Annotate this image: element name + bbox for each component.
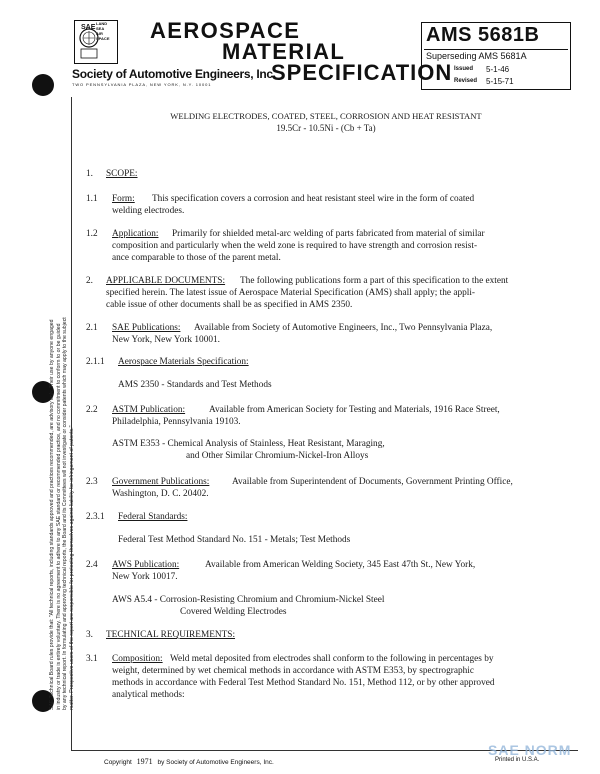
- watermark-logo: SAE NORM: [488, 742, 572, 758]
- section-number: 2.4: [86, 560, 98, 570]
- copyright-notice: [104, 757, 274, 766]
- paragraph-line: specified herein. The latest issue of Aerospace Material Specification (AMS) shall apply; the appli-: [106, 288, 476, 298]
- paragraph-line: analytical methods:: [112, 690, 185, 700]
- paragraph-line: New York, New York 10001.: [112, 335, 220, 345]
- section-number: 2.3: [86, 477, 98, 487]
- paragraph-line: Washington, D. C. 20402.: [112, 489, 209, 499]
- paragraph-line: cable issue of other documents shall be as specified in AMS 2350.: [106, 300, 353, 310]
- reference-item: AWS A5.4 - Corrosion-Resisting Chromium and Chromium-Nickel Steel: [112, 595, 385, 605]
- paragraph-line: weight, determined by wet chemical methods in accordance with ASTM E353, by spectrographic: [112, 666, 474, 676]
- logo-sae-letters: SAE: [81, 24, 96, 31]
- disclaimer-line: by any technical report. In formulating and approving technical reports, the Board and its Committees will not investigate or consider patents which may apply to the subject: [62, 317, 69, 710]
- title-aerospace: AEROSPACE: [150, 18, 301, 43]
- section-label-federal-standards: Federal Standards:: [118, 512, 188, 522]
- paragraph-line: composition and particularly when the weld zone is required to have strength and corrosion resist-: [112, 241, 478, 251]
- paragraph-line: welding electrodes.: [112, 206, 185, 216]
- section-number: 2.: [86, 276, 93, 286]
- section-label-composition: Composition:: [112, 654, 163, 664]
- paragraph-line: methods in accordance with Federal Test Method Standard No. 151, Method 112, or by other approved: [112, 678, 495, 688]
- disclaimer-line: matter. Prospective users of the report are responsible for protecting themselves against liability for infringement of patents.": [68, 425, 75, 710]
- section-heading-scope: SCOPE:: [106, 169, 138, 179]
- paragraph-line: ance comparable to those of the parent metal.: [112, 253, 281, 263]
- paragraph-line: The following publications form a part of this specification to the extent: [240, 276, 509, 286]
- section-heading-applicable-documents: APPLICABLE DOCUMENTS:: [106, 276, 226, 286]
- section-number: 1.1: [86, 194, 98, 204]
- paragraph-line: Available from American Welding Society, 345 East 47th St., New York,: [205, 560, 476, 570]
- title-material: MATERIAL: [222, 39, 346, 64]
- paragraph-line: New York 10017.: [112, 572, 178, 582]
- paragraph-line: Primarily for shielded metal-arc welding of parts fabricated from material of similar: [172, 229, 485, 239]
- revised-label: Revised: [454, 78, 478, 84]
- doc-title-line2: 19.5Cr - 10.5Ni - (Cb + Ta): [276, 123, 376, 133]
- section-number: 2.3.1: [86, 512, 105, 522]
- superseding-note: Superseding AMS 5681A: [426, 51, 527, 61]
- paragraph-line: Available from American Society for Testing and Materials, 1916 Race Street,: [209, 405, 500, 415]
- section-number: 3.: [86, 630, 93, 640]
- section-number: 2.1: [86, 323, 98, 333]
- copyright-year: 1971: [136, 757, 153, 766]
- reference-item: AMS 2350 - Standards and Test Methods: [118, 380, 272, 390]
- reference-item: ASTM E353 - Chemical Analysis of Stainless, Heat Resistant, Maraging,: [112, 439, 385, 449]
- reference-item: Federal Test Method Standard No. 151 - Metals; Test Methods: [118, 535, 351, 545]
- section-number: 2.2: [86, 405, 98, 415]
- paragraph-line: Philadelphia, Pennsylvania 19103.: [112, 417, 241, 427]
- section-label-aerospace-materials-spec: Aerospace Materials Specification:: [118, 357, 249, 367]
- section-number: 2.1.1: [86, 357, 105, 367]
- section-heading-technical-requirements: TECHNICAL REQUIREMENTS:: [106, 630, 236, 640]
- copyright-holder: by Society of Automotive Engineers, Inc.: [157, 759, 274, 766]
- ams-box-divider: [424, 49, 568, 50]
- logo-word-land: LAND: [96, 21, 108, 26]
- issued-label: Issued: [454, 66, 474, 72]
- ams-number: AMS 5681B: [426, 24, 540, 46]
- reference-item-continued: Covered Welding Electrodes: [180, 607, 287, 617]
- issued-date: 5-1-46: [486, 65, 510, 74]
- section-number: 1.2: [86, 229, 98, 239]
- paragraph-line: Weld metal deposited from electrodes shall conform to the following in percentages by: [170, 654, 494, 664]
- section-label-astm-publication: ASTM Publication:: [112, 405, 186, 415]
- logo-word-space: SPACE: [96, 36, 110, 41]
- section-number: 1.: [86, 169, 93, 179]
- title-specification: SPECIFICATION: [271, 60, 453, 85]
- logo-word-sea: SEA: [96, 26, 105, 31]
- paragraph-line: Available from Society of Automotive Engineers, Inc., Two Pennsylvania Plaza,: [194, 323, 493, 333]
- section-label-sae-publications: SAE Publications:: [112, 323, 181, 333]
- paragraph-line: This specification covers a corrosion and heat resistant steel wire in the form of coated: [152, 194, 475, 204]
- disclaimer-line: SAE Technical Board rules provide that: "All technical reports, including standards approved and practices recommended, are advisory only. Their use by anyone engaged: [49, 319, 55, 710]
- copyright-prefix: Copyright: [104, 759, 132, 766]
- section-label-application: Application:: [112, 229, 159, 239]
- logo-wordmark: [96, 21, 124, 41]
- logo-word-air: AIR: [96, 31, 103, 36]
- side-disclaimer: [49, 120, 75, 710]
- section-label-aws-publication: AWS Publication:: [112, 560, 180, 570]
- revised-date: 5-15-71: [486, 77, 514, 86]
- printed-in-notice: Printed in U.S.A.: [495, 757, 540, 763]
- hole-punch: [32, 74, 54, 96]
- section-number: 3.1: [86, 654, 98, 664]
- reference-item-continued: and Other Similar Chromium-Nickel-Iron Alloys: [186, 451, 369, 461]
- disclaimer-line: in industry or trade is entirely voluntary. There is no agreement to adhere to any SAE standard or recommended practice, and no commitment to conform to or be guided: [55, 323, 62, 710]
- section-label-form: Form:: [112, 194, 135, 204]
- doc-title-line1: WELDING ELECTRODES, COATED, STEEL, CORROSION AND HEAT RESISTANT: [170, 111, 482, 121]
- section-label-government-publications: Government Publications:: [112, 477, 210, 487]
- society-address: TWO PENNSYLVANIA PLAZA, NEW YORK, N.Y. 10001: [72, 82, 212, 87]
- society-name: Society of Automotive Engineers, Inc.: [72, 67, 276, 81]
- paragraph-line: Available from Superintendent of Documents, Government Printing Office,: [232, 477, 513, 487]
